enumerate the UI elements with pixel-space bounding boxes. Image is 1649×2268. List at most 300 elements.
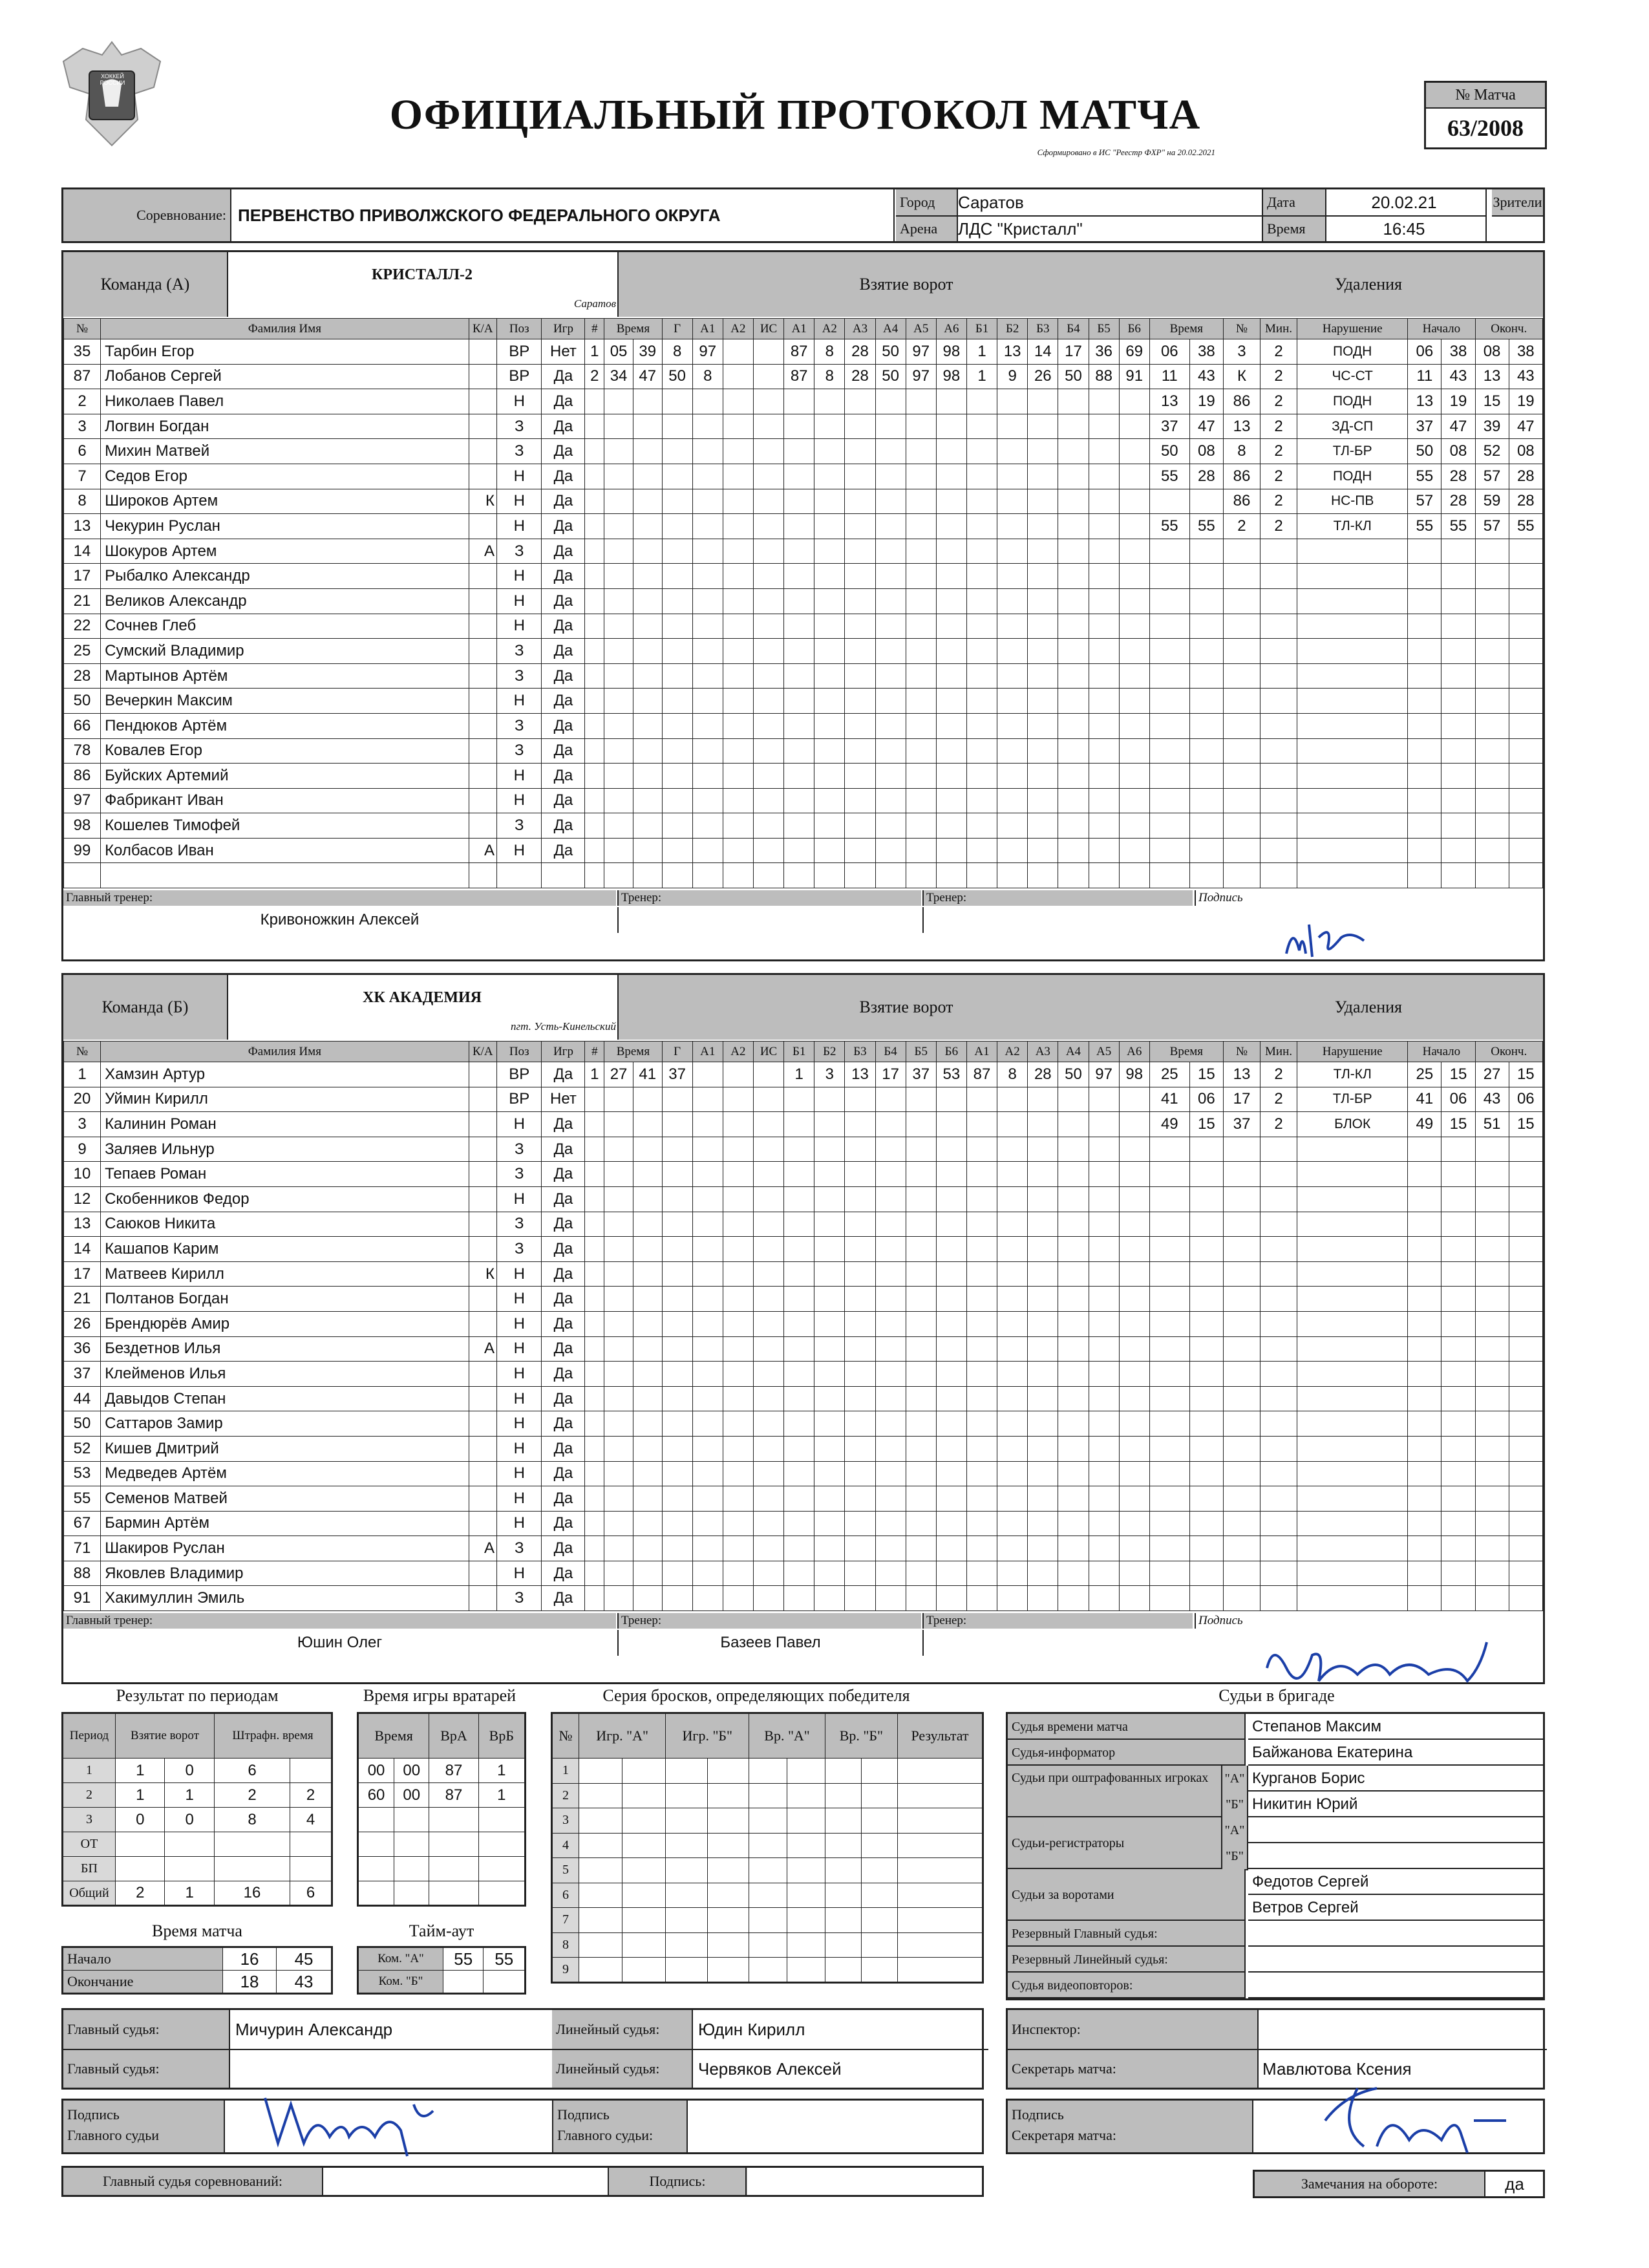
team_a-coach2-label: Тренер: (922, 890, 1193, 906)
team_a-goal-cell (906, 788, 936, 813)
team_b-goal-cell (1089, 1212, 1119, 1237)
team_a-goal-cell (1058, 689, 1089, 714)
team_b-goal-cell (1119, 1486, 1149, 1512)
team_a-goal-cell (604, 738, 633, 764)
table-row (64, 639, 1543, 664)
team_a-label: Команда (А) (63, 252, 228, 317)
team_a-h-p_end: Оконч. (1475, 319, 1543, 339)
team_b-pen-cell (1408, 1186, 1442, 1212)
team_a-goal-cell (1089, 639, 1119, 664)
table-row (358, 1808, 526, 1832)
table-row (64, 489, 1543, 514)
team_b-goal-cell (1119, 1511, 1149, 1536)
team_a-goal-cell (997, 838, 1028, 863)
team_b-goal-cell (906, 1237, 936, 1262)
team_b-goal-cell (1089, 1112, 1119, 1137)
team_a-goal-cell (633, 639, 662, 664)
team_b-goal-cell (604, 1536, 633, 1561)
team_a-player-ka (469, 614, 496, 639)
match-number-label: № Матча (1426, 83, 1545, 109)
team_b-player-ka (469, 1237, 496, 1262)
so-cell (622, 1932, 666, 1958)
team_a-goal-cell (784, 464, 814, 489)
team_a-pen-cell (1261, 738, 1297, 764)
so-no: 4 (552, 1833, 579, 1858)
period-cell (290, 1832, 332, 1857)
team_b-pen-cell (1509, 1162, 1542, 1187)
team_a-player-ka (469, 414, 496, 439)
team_b-goal-cell (753, 1586, 783, 1611)
so-h-no: № (552, 1713, 579, 1759)
team_b-goal-cell (997, 1212, 1028, 1237)
team_b-goal-cell (936, 1511, 966, 1536)
team_b-goal-cell (1089, 1511, 1119, 1536)
team_a-h-on2-0: Б1 (966, 319, 997, 339)
team_b-goal-cell (845, 1237, 875, 1262)
timeout-a-m: 55 (443, 1947, 484, 1971)
so-cell (861, 1932, 897, 1958)
team_a-pen-cell (1189, 564, 1223, 589)
crew-value (1248, 1817, 1543, 1843)
team_b-pen-cell (1149, 1511, 1189, 1536)
team_a-goal-cell (784, 414, 814, 439)
team_b-goal-cell (784, 1261, 814, 1287)
team_a-goal-cell (753, 514, 783, 539)
team_a-goal-cell (1119, 663, 1149, 689)
team_b-player-ka: К (469, 1261, 496, 1287)
team_a-player-igr: Да (542, 464, 585, 489)
so-cell (898, 1958, 983, 1983)
team_b-goal-cell (604, 1586, 633, 1611)
team_a-goal-cell: 91 (1119, 364, 1149, 389)
period-cell (165, 1832, 214, 1857)
team_b-pen-cell (1189, 1561, 1223, 1586)
line-1: Юдин Кирилл (692, 2010, 988, 2050)
timeout-b-s (484, 1971, 526, 1994)
team_b-pen-cell (1408, 1436, 1442, 1461)
team_b-goal-cell (633, 1536, 662, 1561)
team_a-pen-cell (1189, 764, 1223, 789)
team_b-pen-cell (1442, 1411, 1475, 1437)
team_a-goal-cell (753, 414, 783, 439)
team_a-goal-cell (723, 514, 753, 539)
team_a-player-poz: Н (497, 689, 542, 714)
team_a-pen-cell (1149, 713, 1189, 738)
team_a-goal-cell (1058, 564, 1089, 589)
team_a-player-ka (469, 738, 496, 764)
team_a-goal-cell (875, 738, 906, 764)
team_a-goal-cell (1028, 464, 1058, 489)
team_a-goal-cell (753, 764, 783, 789)
team_a-h-no: № (64, 319, 101, 339)
team_a-goal-cell (723, 764, 753, 789)
team_a-goal-cell (723, 588, 753, 614)
team_a-pen-cell (1189, 614, 1223, 639)
team_a-goal-cell (662, 813, 692, 839)
team_b-player-name: Кишев Дмитрий (101, 1436, 469, 1461)
team_b-player-ka (469, 1486, 496, 1512)
table-row (64, 1311, 1543, 1336)
comp-ref-box (61, 2166, 984, 2197)
team_a-goal-cell (585, 838, 604, 863)
so-cell (787, 1833, 825, 1858)
team_a-goal-cell (1089, 614, 1119, 639)
team_a-goal-cell (906, 838, 936, 863)
team_a-goal-cell (845, 813, 875, 839)
team_a-goal-cell (692, 489, 723, 514)
so-cell (579, 1783, 622, 1808)
team_a-pen-cell (1261, 689, 1297, 714)
team_b-h-g_a2: А2 (723, 1042, 753, 1062)
team_b-h-on1-4: Б5 (906, 1042, 936, 1062)
team_b-pen-cell: 41 (1149, 1087, 1189, 1112)
team_b-h-p_min: Мин. (1261, 1042, 1297, 1062)
team_b-goal-cell (1119, 1411, 1149, 1437)
team_b-player-name: Шакиров Руслан (101, 1536, 469, 1561)
ref-sign-label-2: Главного судьи (67, 2127, 160, 2143)
so-cell (666, 1833, 707, 1858)
team_b-pen-cell (1442, 1386, 1475, 1411)
team_b-goal-cell (845, 1536, 875, 1561)
team_b-pen-cell (1223, 1536, 1260, 1561)
period-cell: 1 (116, 1783, 165, 1808)
team_a-goal-cell (662, 588, 692, 614)
team_b-goal-cell (723, 1186, 753, 1212)
team_b-pen-cell (1149, 1411, 1189, 1437)
team_b-player-igr: Да (542, 1162, 585, 1187)
team_b-h-on2-4: А5 (1089, 1042, 1119, 1062)
team_a-goal-cell (723, 713, 753, 738)
team_b-player-name: Медведев Артём (101, 1461, 469, 1486)
table-row (64, 1386, 1543, 1411)
table-row (552, 1883, 983, 1908)
team_b-pen-cell (1475, 1362, 1509, 1387)
team_a-player-igr: Да (542, 639, 585, 664)
team_b-player-name: Клейменов Илья (101, 1362, 469, 1387)
team_b-h-g_hash: # (585, 1042, 604, 1062)
team_a-goal-cell (906, 813, 936, 839)
team_a-goal-cell (814, 414, 845, 439)
team_a-goal-cell (936, 663, 966, 689)
team_b-player-igr: Да (542, 1112, 585, 1137)
team_b-goal-cell (723, 1536, 753, 1561)
team_b-goal-cell (1119, 1137, 1149, 1162)
table-row (64, 863, 1543, 888)
team_a-goal-cell (1028, 389, 1058, 414)
team_b-goal-cell: 1 (784, 1062, 814, 1087)
signature-referee-icon (252, 2085, 446, 2156)
team_b-goal-cell (1058, 1261, 1089, 1287)
team_a-pen-cell: 38 (1509, 339, 1542, 365)
team_a-goal-cell (662, 489, 692, 514)
team_a-goal-cell (936, 813, 966, 839)
team_a-player-no: 8 (64, 489, 101, 514)
team_a-goal-cell (585, 863, 604, 888)
table-row (358, 1783, 526, 1808)
team_b-h-on1-0: Б1 (784, 1042, 814, 1062)
period-cell: 2 (214, 1783, 290, 1808)
team_a-pen-cell: НС-ПВ (1297, 489, 1408, 514)
team_b-goal-cell: 17 (875, 1062, 906, 1087)
so-no: 3 (552, 1808, 579, 1834)
team_b-goal-cell: 97 (1089, 1062, 1119, 1087)
team_a-goal-cell (875, 439, 906, 464)
team_a-goal-cell (692, 389, 723, 414)
team_a-goal-cell (845, 514, 875, 539)
team_b-goal-cell (692, 1461, 723, 1486)
team_b-goal-cell (662, 1486, 692, 1512)
team_a-goal-cell (585, 588, 604, 614)
team_b-pen-cell (1408, 1586, 1442, 1611)
gk-cell (394, 1832, 429, 1857)
team_b-goal-cell (936, 1536, 966, 1561)
so-cell (861, 1783, 897, 1808)
team_b-pen-cell (1408, 1486, 1442, 1512)
team_a-pen-cell: 50 (1149, 439, 1189, 464)
team_a-player-name: Михин Матвей (101, 439, 469, 464)
team_a-pen-cell (1223, 663, 1260, 689)
team_a-goal-cell (875, 539, 906, 564)
team_a-pen-cell (1475, 689, 1509, 714)
team_b-goal-cell (692, 1311, 723, 1336)
team_b-goal-cell (585, 1362, 604, 1387)
team_b-goal-cell (692, 1436, 723, 1461)
eagle-emblem-icon (57, 36, 167, 152)
match-end-h: 18 (223, 1971, 277, 1994)
team_a-goal-cell (723, 663, 753, 689)
team_b-h-g_g: Г (662, 1042, 692, 1062)
team_a-goal-cell (814, 863, 845, 888)
team_a-goal-cell (633, 514, 662, 539)
team_a-player-poz: ВР (497, 364, 542, 389)
team_a-h-on2-3: Б4 (1058, 319, 1089, 339)
team_b-goal-cell (585, 1212, 604, 1237)
team_b-goal-cell (906, 1436, 936, 1461)
so-cell (787, 1759, 825, 1784)
table-row (64, 1112, 1543, 1137)
period-cell: 2 (63, 1783, 116, 1808)
so-cell (825, 1783, 861, 1808)
team_a-goals-title: Взятие ворот (617, 252, 1195, 317)
team_b-goal-cell (1058, 1137, 1089, 1162)
team_a-pen-cell (1475, 813, 1509, 839)
team_a-goal-cell: 47 (633, 364, 662, 389)
team_b-goal-cell (1058, 1461, 1089, 1486)
team_b-goal-cell (585, 1311, 604, 1336)
team_a-pen-cell: 55 (1509, 514, 1542, 539)
team_b-pen-cell (1149, 1311, 1189, 1336)
team_b-goal-cell (1089, 1287, 1119, 1312)
team_b-player-igr: Да (542, 1336, 585, 1362)
so-cell (787, 1958, 825, 1983)
team_b-pen-cell (1442, 1162, 1475, 1187)
team_a-pen-cell (1475, 539, 1509, 564)
table-row (552, 1958, 983, 1983)
team_b-goal-cell (875, 1311, 906, 1336)
team_b-goal-cell: 37 (662, 1062, 692, 1087)
team_a-goal-cell (784, 663, 814, 689)
team_b-pen-cell (1223, 1261, 1260, 1287)
team_b-pen-cell: 06 (1189, 1087, 1223, 1112)
shootout-table (551, 1712, 984, 1984)
so-cell (666, 1858, 707, 1883)
team_a-goal-cell (692, 788, 723, 813)
team_a-pen-cell: 57 (1475, 514, 1509, 539)
team_b-pen-cell (1297, 1436, 1408, 1461)
team_b-pen-title: Удаления (1194, 975, 1543, 1040)
team_b-pen-cell (1297, 1237, 1408, 1262)
team_b-pen-cell (1189, 1411, 1223, 1437)
team_b-pen-cell (1297, 1536, 1408, 1561)
team_b-goal-cell (692, 1336, 723, 1362)
team_a-goal-cell (814, 389, 845, 414)
team_b-pen-cell: 25 (1408, 1062, 1442, 1087)
team_a-goal-cell (1028, 588, 1058, 614)
team_b-goal-cell (814, 1162, 845, 1187)
gk-cell: 60 (358, 1783, 394, 1808)
team_b-goal-cell (585, 1112, 604, 1137)
period-cell (116, 1857, 165, 1881)
team_a-player-name: Ковалев Егор (101, 738, 469, 764)
team_b-goal-cell (1089, 1137, 1119, 1162)
team_b-goal-cell (997, 1362, 1028, 1387)
team_b-player-ka (469, 1137, 496, 1162)
team_a-pen-cell (1509, 539, 1542, 564)
team_b-pen-cell (1149, 1261, 1189, 1287)
team_b-goal-cell (1089, 1162, 1119, 1187)
team_b-goal-cell (966, 1386, 997, 1411)
team_a-goal-cell: 98 (936, 339, 966, 365)
team_b-goal-cell (845, 1362, 875, 1387)
team_b-pen-cell: 15 (1442, 1112, 1475, 1137)
team_a-goal-cell (1119, 713, 1149, 738)
team_a-goal-cell (936, 389, 966, 414)
gk-cell (429, 1808, 478, 1832)
period-cell (290, 1759, 332, 1783)
team_b-pen-cell (1408, 1162, 1442, 1187)
team_a-pen-cell (1442, 813, 1475, 839)
team_b-player-igr: Да (542, 1362, 585, 1387)
team_a-pen-cell: 50 (1408, 439, 1442, 464)
team_a-pen-cell (1475, 863, 1509, 888)
team_b-pen-cell (1475, 1287, 1509, 1312)
team_a-goal-cell: 9 (997, 364, 1028, 389)
team_b-goal-cell (585, 1287, 604, 1312)
team_b-goal-cell (936, 1162, 966, 1187)
team_a-player-no: 66 (64, 713, 101, 738)
team_b-player-poz: Н (497, 1436, 542, 1461)
so-cell (898, 1808, 983, 1834)
team_a-goal-cell (875, 514, 906, 539)
team_b-pen-cell (1149, 1362, 1189, 1387)
team_b-goal-cell (723, 1062, 753, 1087)
team_a-goal-cell (906, 539, 936, 564)
team_a-goal-cell (997, 813, 1028, 839)
team_b-goal-cell (1089, 1411, 1119, 1437)
table-row (64, 1137, 1543, 1162)
team_b-pen-cell (1261, 1261, 1297, 1287)
team_b-goal-cell (692, 1536, 723, 1561)
team_a-pen-cell (1408, 713, 1442, 738)
team_a-goal-cell (723, 389, 753, 414)
team_a-player-name: Чекурин Руслан (101, 514, 469, 539)
team_b-player-igr: Да (542, 1386, 585, 1411)
team_a-goal-cell (997, 489, 1028, 514)
team_b-goal-cell (966, 1362, 997, 1387)
team_b-goal-cell (604, 1436, 633, 1461)
team_a-goal-cell (1089, 539, 1119, 564)
team_b-goal-cell (662, 1561, 692, 1586)
team_b-player-no: 9 (64, 1137, 101, 1162)
team_b-goal-cell (662, 1287, 692, 1312)
team_a-goal-cell (875, 788, 906, 813)
so-cell (749, 1932, 787, 1958)
team_a-goal-cell (814, 764, 845, 789)
team_b-pen-cell (1297, 1287, 1408, 1312)
so-no: 2 (552, 1783, 579, 1808)
team_b-goal-cell (1119, 1586, 1149, 1611)
team_a-goal-cell (723, 863, 753, 888)
team_a-goal-cell (633, 439, 662, 464)
team_a-goal-cell (753, 389, 783, 414)
team_b-goal-cell (1119, 1212, 1149, 1237)
team_a-h-on1-0: А1 (784, 319, 814, 339)
team_a-player-poz: Н (497, 764, 542, 789)
team_a-goal-cell (1028, 539, 1058, 564)
team_a-goal-cell (1058, 764, 1089, 789)
team_b-goal-cell (784, 1287, 814, 1312)
team-a-block (61, 250, 1545, 961)
team_b-goal-cell (875, 1186, 906, 1212)
team_b-pen-cell (1442, 1212, 1475, 1237)
team_b-pen-cell (1189, 1162, 1223, 1187)
team_b-goal-cell (845, 1561, 875, 1586)
team_a-goal-cell (604, 863, 633, 888)
team_b-coach1-label: Тренер: (617, 1613, 921, 1629)
team_b-player-no: 36 (64, 1336, 101, 1362)
team_b-h-p_no: № (1223, 1042, 1260, 1062)
team_a-goal-cell (875, 389, 906, 414)
team_b-goal-cell (692, 1237, 723, 1262)
table-row (64, 1511, 1543, 1536)
team_b-goal-cell (1058, 1162, 1089, 1187)
team_a-goal-cell (585, 813, 604, 839)
team_b-goal-cell (1089, 1362, 1119, 1387)
table-row (64, 539, 1543, 564)
team_a-goal-cell (585, 689, 604, 714)
team_a-goal-cell (845, 414, 875, 439)
ref-label-2: Главный судья: (63, 2050, 230, 2088)
team_a-pen-cell (1475, 663, 1509, 689)
team_a-goal-cell (723, 813, 753, 839)
team_a-player-igr: Нет (542, 339, 585, 365)
team_b-pen-cell (1189, 1186, 1223, 1212)
team_a-goal-cell (604, 389, 633, 414)
team_b-goal-cell (1119, 1162, 1149, 1187)
team_b-goal-cell (1119, 1362, 1149, 1387)
team_a-goal-cell (784, 838, 814, 863)
team_b-player-name: Бездетнов Илья (101, 1336, 469, 1362)
team_a-pen-cell (1297, 663, 1408, 689)
team_a-goal-cell (604, 764, 633, 789)
team_b-h-no: № (64, 1042, 101, 1062)
team_b-player-ka (469, 1287, 496, 1312)
team_a-goal-cell (1028, 689, 1058, 714)
team_a-player-igr: Да (542, 364, 585, 389)
team_b-pen-cell (1509, 1536, 1542, 1561)
team_b-player-name: Скобенников Федор (101, 1186, 469, 1212)
team_a-pen-cell: 37 (1149, 414, 1189, 439)
